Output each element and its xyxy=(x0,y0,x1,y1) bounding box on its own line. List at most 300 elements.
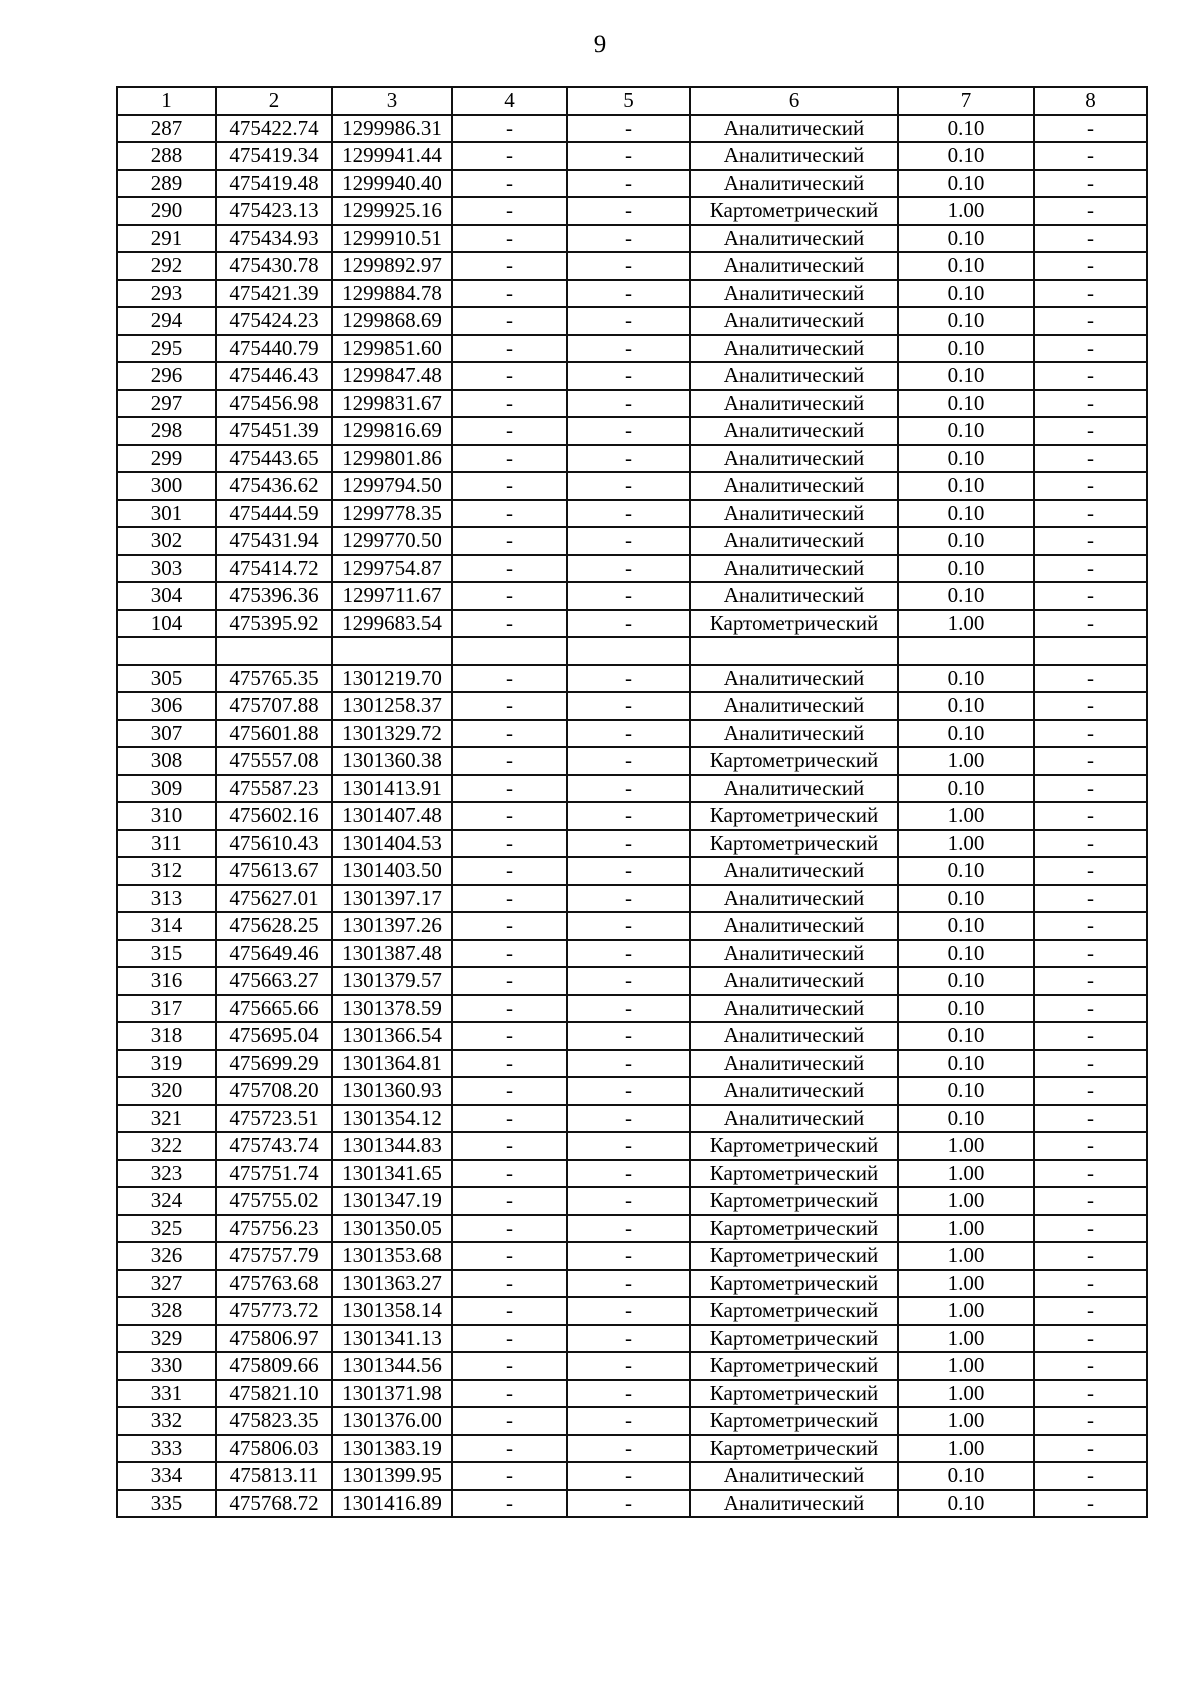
table-cell-col-1: 324 xyxy=(117,1187,216,1215)
table-cell-col-2: 475419.34 xyxy=(216,142,332,170)
table-cell-col-1: 327 xyxy=(117,1270,216,1298)
table-cell-col-6: Аналитический xyxy=(690,527,898,555)
table-cell-col-5: - xyxy=(567,1407,690,1435)
table-row xyxy=(117,362,1147,390)
table-cell-col-7: 0.10 xyxy=(898,555,1034,583)
table-cell-col-5: - xyxy=(567,1187,690,1215)
table-cell-col-2: 475743.74 xyxy=(216,1132,332,1160)
table-cell-col-2: 475665.66 xyxy=(216,995,332,1023)
table-cell-col-4: - xyxy=(452,445,567,473)
table-cell-col-3: 1301379.57 xyxy=(332,967,452,995)
table-cell-col-5: - xyxy=(567,802,690,830)
table-row xyxy=(117,747,1147,775)
table-cell-col-6: Аналитический xyxy=(690,775,898,803)
table-cell-col-8: - xyxy=(1034,1462,1147,1490)
table-row xyxy=(117,1132,1147,1160)
table-cell-col-3 xyxy=(332,637,452,665)
table-cell-col-5: - xyxy=(567,142,690,170)
table-cell-col-3: 1301366.54 xyxy=(332,1022,452,1050)
table-cell-col-2: 475756.23 xyxy=(216,1215,332,1243)
table-cell-col-1: 292 xyxy=(117,252,216,280)
table-row xyxy=(117,1270,1147,1298)
table-row xyxy=(117,885,1147,913)
table-cell-col-8: - xyxy=(1034,390,1147,418)
table-cell-col-2: 475723.51 xyxy=(216,1105,332,1133)
table-cell-col-3: 1301413.91 xyxy=(332,775,452,803)
table-row xyxy=(117,527,1147,555)
header-cell-col-3: 3 xyxy=(332,87,452,115)
table-cell-col-1: 294 xyxy=(117,307,216,335)
table-cell-col-2 xyxy=(216,637,332,665)
table-cell-col-4 xyxy=(452,637,567,665)
table-cell-col-6: Картометрический xyxy=(690,1435,898,1463)
table-cell-col-5: - xyxy=(567,1160,690,1188)
table-cell-col-5: - xyxy=(567,527,690,555)
table-cell-col-5: - xyxy=(567,747,690,775)
table-cell-col-7: 0.10 xyxy=(898,1077,1034,1105)
table-cell-col-2: 475434.93 xyxy=(216,225,332,253)
table-cell-col-3: 1301344.56 xyxy=(332,1352,452,1380)
table-cell-col-4: - xyxy=(452,417,567,445)
table-cell-col-5: - xyxy=(567,1105,690,1133)
table-cell-col-6: Аналитический xyxy=(690,1077,898,1105)
table-cell-col-6: Картометрический xyxy=(690,1380,898,1408)
table-cell-col-8: - xyxy=(1034,335,1147,363)
table-cell-col-3: 1299754.87 xyxy=(332,555,452,583)
table-row xyxy=(117,995,1147,1023)
table-cell-col-6: Картометрический xyxy=(690,1407,898,1435)
table-cell-col-8: - xyxy=(1034,720,1147,748)
table-cell-col-7: 1.00 xyxy=(898,1242,1034,1270)
table-row xyxy=(117,802,1147,830)
table-cell-col-6: Аналитический xyxy=(690,1105,898,1133)
table-cell-col-7: 0.10 xyxy=(898,417,1034,445)
table-cell-col-3: 1301347.19 xyxy=(332,1187,452,1215)
table-cell-col-6: Аналитический xyxy=(690,500,898,528)
table-cell-col-1: 307 xyxy=(117,720,216,748)
table-row xyxy=(117,1160,1147,1188)
table-cell-col-3: 1299925.16 xyxy=(332,197,452,225)
table-cell-col-4: - xyxy=(452,1407,567,1435)
table-cell-col-7: 0.10 xyxy=(898,1022,1034,1050)
table-cell-col-2: 475444.59 xyxy=(216,500,332,528)
table-row xyxy=(117,252,1147,280)
table-cell-col-8: - xyxy=(1034,582,1147,610)
table-row xyxy=(117,197,1147,225)
table-row xyxy=(117,857,1147,885)
table-cell-col-2: 475806.97 xyxy=(216,1325,332,1353)
table-cell-col-5: - xyxy=(567,1435,690,1463)
table-cell-col-5: - xyxy=(567,830,690,858)
table-cell-col-1: 289 xyxy=(117,170,216,198)
table-cell-col-5: - xyxy=(567,967,690,995)
table-cell-col-1: 312 xyxy=(117,857,216,885)
table-cell-col-7: 0.10 xyxy=(898,280,1034,308)
table-cell-col-5: - xyxy=(567,1132,690,1160)
table-cell-col-1: 290 xyxy=(117,197,216,225)
table-cell-col-7: 0.10 xyxy=(898,1050,1034,1078)
table-cell-col-7: 0.10 xyxy=(898,995,1034,1023)
table-cell-col-7: 1.00 xyxy=(898,1270,1034,1298)
table-cell-col-4: - xyxy=(452,170,567,198)
table-cell-col-5: - xyxy=(567,1297,690,1325)
table-cell-col-4: - xyxy=(452,692,567,720)
table-cell-col-6: Картометрический xyxy=(690,1325,898,1353)
table-cell-col-4: - xyxy=(452,1105,567,1133)
table-cell-col-5: - xyxy=(567,197,690,225)
table-row xyxy=(117,637,1147,665)
table-cell-col-8: - xyxy=(1034,692,1147,720)
table-cell-col-3: 1299816.69 xyxy=(332,417,452,445)
table-cell-col-6: Картометрический xyxy=(690,610,898,638)
table-cell-col-4: - xyxy=(452,1187,567,1215)
table-cell-col-4: - xyxy=(452,527,567,555)
table-cell-col-3: 1299778.35 xyxy=(332,500,452,528)
table-cell-col-5: - xyxy=(567,1380,690,1408)
table-cell-col-4: - xyxy=(452,1270,567,1298)
table-cell-col-7: 0.10 xyxy=(898,720,1034,748)
table-cell-col-1: 288 xyxy=(117,142,216,170)
table-cell-col-4: - xyxy=(452,1022,567,1050)
table-cell-col-2: 475610.43 xyxy=(216,830,332,858)
header-row xyxy=(117,87,1147,115)
table-cell-col-4: - xyxy=(452,1380,567,1408)
table-cell-col-8: - xyxy=(1034,857,1147,885)
table-cell-col-3: 1301341.13 xyxy=(332,1325,452,1353)
table-cell-col-8: - xyxy=(1034,362,1147,390)
table-cell-col-4: - xyxy=(452,1462,567,1490)
table-cell-col-1: 305 xyxy=(117,665,216,693)
table-cell-col-8: - xyxy=(1034,197,1147,225)
table-cell-col-6: Аналитический xyxy=(690,307,898,335)
table-cell-col-6: Аналитический xyxy=(690,1050,898,1078)
table-cell-col-6: Аналитический xyxy=(690,417,898,445)
table-cell-col-7: 1.00 xyxy=(898,197,1034,225)
table-cell-col-5 xyxy=(567,637,690,665)
table-cell-col-2: 475423.13 xyxy=(216,197,332,225)
table-cell-col-8: - xyxy=(1034,665,1147,693)
table-cell-col-1: 321 xyxy=(117,1105,216,1133)
table-cell-col-8: - xyxy=(1034,142,1147,170)
table-cell-col-4: - xyxy=(452,252,567,280)
table-cell-col-4: - xyxy=(452,390,567,418)
table-cell-col-1: 330 xyxy=(117,1352,216,1380)
table-cell-col-3: 1299801.86 xyxy=(332,445,452,473)
table-cell-col-7: 1.00 xyxy=(898,1407,1034,1435)
table-cell-col-2: 475414.72 xyxy=(216,555,332,583)
table-cell-col-2: 475649.46 xyxy=(216,940,332,968)
table-cell-col-4: - xyxy=(452,1160,567,1188)
table-cell-col-4: - xyxy=(452,1325,567,1353)
table-cell-col-6: Аналитический xyxy=(690,1462,898,1490)
table-cell-col-1: 309 xyxy=(117,775,216,803)
table-row xyxy=(117,472,1147,500)
table-cell-col-1: 295 xyxy=(117,335,216,363)
table-cell-col-1: 306 xyxy=(117,692,216,720)
table-cell-col-7: 1.00 xyxy=(898,1215,1034,1243)
table-cell-col-3: 1299770.50 xyxy=(332,527,452,555)
table-cell-col-5: - xyxy=(567,280,690,308)
table-cell-col-8: - xyxy=(1034,1490,1147,1518)
table-cell-col-7: 1.00 xyxy=(898,1297,1034,1325)
table-cell-col-2: 475627.01 xyxy=(216,885,332,913)
table-cell-col-3: 1301360.93 xyxy=(332,1077,452,1105)
table-cell-col-6: Аналитический xyxy=(690,1490,898,1518)
table-cell-col-2: 475436.62 xyxy=(216,472,332,500)
table-cell-col-4: - xyxy=(452,472,567,500)
table-cell-col-4: - xyxy=(452,967,567,995)
table-cell-col-6: Картометрический xyxy=(690,197,898,225)
table-cell-col-6: Картометрический xyxy=(690,830,898,858)
table-cell-col-4: - xyxy=(452,1435,567,1463)
table-cell-col-7: 0.10 xyxy=(898,252,1034,280)
table-cell-col-8: - xyxy=(1034,1380,1147,1408)
table-cell-col-5: - xyxy=(567,610,690,638)
table-cell-col-2: 475751.74 xyxy=(216,1160,332,1188)
table-cell-col-5: - xyxy=(567,170,690,198)
table-cell-col-8: - xyxy=(1034,1050,1147,1078)
table-cell-col-8: - xyxy=(1034,1160,1147,1188)
table-cell-col-8: - xyxy=(1034,1325,1147,1353)
table-cell-col-1: 332 xyxy=(117,1407,216,1435)
page-number: 9 xyxy=(593,31,607,58)
table-cell-col-1: 315 xyxy=(117,940,216,968)
table-cell-col-2: 475809.66 xyxy=(216,1352,332,1380)
table-cell-col-7: 1.00 xyxy=(898,830,1034,858)
table-cell-col-8: - xyxy=(1034,1352,1147,1380)
table-cell-col-7: 0.10 xyxy=(898,857,1034,885)
table-cell-col-8: - xyxy=(1034,885,1147,913)
table-row xyxy=(117,967,1147,995)
table-cell-col-2: 475708.20 xyxy=(216,1077,332,1105)
table-cell-col-7: 0.10 xyxy=(898,500,1034,528)
table-cell-col-3: 1301344.83 xyxy=(332,1132,452,1160)
table-cell-col-1: 304 xyxy=(117,582,216,610)
table-cell-col-4: - xyxy=(452,335,567,363)
table-cell-col-3: 1301363.27 xyxy=(332,1270,452,1298)
table-cell-col-7: 1.00 xyxy=(898,1435,1034,1463)
table-cell-col-8: - xyxy=(1034,115,1147,143)
table-cell-col-7: 0.10 xyxy=(898,1490,1034,1518)
table-row xyxy=(117,307,1147,335)
table-cell-col-3: 1301378.59 xyxy=(332,995,452,1023)
table-cell-col-4: - xyxy=(452,857,567,885)
table-cell-col-1: 310 xyxy=(117,802,216,830)
table-row xyxy=(117,280,1147,308)
table-cell-col-6: Картометрический xyxy=(690,1215,898,1243)
table-cell-col-7: 1.00 xyxy=(898,1160,1034,1188)
table-cell-col-4: - xyxy=(452,1050,567,1078)
table-cell-col-4: - xyxy=(452,555,567,583)
table-cell-col-6: Аналитический xyxy=(690,555,898,583)
table-row xyxy=(117,390,1147,418)
table-cell-col-7: 0.10 xyxy=(898,1105,1034,1133)
table-cell-col-3: 1301371.98 xyxy=(332,1380,452,1408)
table-cell-col-7: 0.10 xyxy=(898,967,1034,995)
table-cell-col-2: 475768.72 xyxy=(216,1490,332,1518)
table-cell-col-1: 319 xyxy=(117,1050,216,1078)
table-cell-col-3: 1301399.95 xyxy=(332,1462,452,1490)
table-cell-col-5: - xyxy=(567,1490,690,1518)
table-cell-col-2: 475821.10 xyxy=(216,1380,332,1408)
table-cell-col-5: - xyxy=(567,1352,690,1380)
table-header xyxy=(117,87,1147,115)
table-cell-col-2: 475755.02 xyxy=(216,1187,332,1215)
table-cell-col-2: 475663.27 xyxy=(216,967,332,995)
table-cell-col-6: Аналитический xyxy=(690,170,898,198)
table-cell-col-6: Аналитический xyxy=(690,995,898,1023)
table-cell-col-7: 0.10 xyxy=(898,940,1034,968)
table-cell-col-3: 1301341.65 xyxy=(332,1160,452,1188)
table-cell-col-6: Аналитический xyxy=(690,225,898,253)
table-cell-col-5: - xyxy=(567,1242,690,1270)
table-cell-col-6: Картометрический xyxy=(690,747,898,775)
table-cell-col-4: - xyxy=(452,802,567,830)
table-row xyxy=(117,610,1147,638)
table-cell-col-6: Аналитический xyxy=(690,142,898,170)
table-cell-col-7: 0.10 xyxy=(898,390,1034,418)
table-cell-col-7: 0.10 xyxy=(898,665,1034,693)
table-cell-col-6: Аналитический xyxy=(690,940,898,968)
table-cell-col-4: - xyxy=(452,775,567,803)
table-cell-col-8: - xyxy=(1034,967,1147,995)
table-cell-col-4: - xyxy=(452,885,567,913)
table-cell-col-7: 0.10 xyxy=(898,170,1034,198)
table-cell-col-5: - xyxy=(567,720,690,748)
table-row xyxy=(117,582,1147,610)
table-cell-col-8: - xyxy=(1034,1407,1147,1435)
table-cell-col-6: Аналитический xyxy=(690,472,898,500)
table-cell-col-3: 1301383.19 xyxy=(332,1435,452,1463)
table-cell-col-7: 0.10 xyxy=(898,775,1034,803)
table-cell-col-7: 1.00 xyxy=(898,747,1034,775)
table-cell-col-3: 1299910.51 xyxy=(332,225,452,253)
table-row xyxy=(117,912,1147,940)
table-row xyxy=(117,1352,1147,1380)
table-cell-col-1: 313 xyxy=(117,885,216,913)
table-cell-col-3: 1299940.40 xyxy=(332,170,452,198)
table-cell-col-1: 316 xyxy=(117,967,216,995)
table-row xyxy=(117,1462,1147,1490)
table-cell-col-2: 475557.08 xyxy=(216,747,332,775)
table-body xyxy=(117,115,1147,1518)
table-cell-col-6: Аналитический xyxy=(690,967,898,995)
table-cell-col-6: Картометрический xyxy=(690,1160,898,1188)
table-cell-col-1: 297 xyxy=(117,390,216,418)
table-cell-col-7: 0.10 xyxy=(898,142,1034,170)
table-cell-col-5: - xyxy=(567,417,690,445)
table-cell-col-7: 0.10 xyxy=(898,445,1034,473)
table-cell-col-3: 1299851.60 xyxy=(332,335,452,363)
table-cell-col-5: - xyxy=(567,335,690,363)
table-cell-col-2: 475757.79 xyxy=(216,1242,332,1270)
table-cell-col-5: - xyxy=(567,1270,690,1298)
table-cell-col-1: 322 xyxy=(117,1132,216,1160)
table-cell-col-4: - xyxy=(452,1132,567,1160)
table-cell-col-3: 1301416.89 xyxy=(332,1490,452,1518)
table-cell-col-6: Аналитический xyxy=(690,582,898,610)
table-cell-col-2: 475707.88 xyxy=(216,692,332,720)
table-cell-col-1: 293 xyxy=(117,280,216,308)
table-cell-col-6: Аналитический xyxy=(690,280,898,308)
table-cell-col-5: - xyxy=(567,307,690,335)
table-cell-col-7: 0.10 xyxy=(898,362,1034,390)
table-row xyxy=(117,665,1147,693)
table-row xyxy=(117,115,1147,143)
table-cell-col-5: - xyxy=(567,995,690,1023)
table-cell-col-5: - xyxy=(567,912,690,940)
table-cell-col-4: - xyxy=(452,1077,567,1105)
table-cell-col-1: 308 xyxy=(117,747,216,775)
table-cell-col-3: 1299831.67 xyxy=(332,390,452,418)
table-cell-col-3: 1299892.97 xyxy=(332,252,452,280)
table-cell-col-1: 318 xyxy=(117,1022,216,1050)
table-cell-col-6: Аналитический xyxy=(690,390,898,418)
table-row xyxy=(117,720,1147,748)
table-cell-col-7: 1.00 xyxy=(898,1352,1034,1380)
table-cell-col-4: - xyxy=(452,995,567,1023)
table-cell-col-2: 475421.39 xyxy=(216,280,332,308)
table-cell-col-2: 475763.68 xyxy=(216,1270,332,1298)
table-cell-col-8: - xyxy=(1034,170,1147,198)
table-cell-col-7: 0.10 xyxy=(898,692,1034,720)
table-cell-col-5: - xyxy=(567,555,690,583)
table-cell-col-5: - xyxy=(567,500,690,528)
table-cell-col-3: 1301397.17 xyxy=(332,885,452,913)
table-cell-col-6 xyxy=(690,637,898,665)
table-cell-col-2: 475419.48 xyxy=(216,170,332,198)
table-cell-col-2: 475451.39 xyxy=(216,417,332,445)
table-cell-col-8 xyxy=(1034,637,1147,665)
table-cell-col-7: 0.10 xyxy=(898,335,1034,363)
table-cell-col-3: 1301387.48 xyxy=(332,940,452,968)
table-cell-col-4: - xyxy=(452,307,567,335)
table-cell-col-4: - xyxy=(452,1297,567,1325)
table-row xyxy=(117,1187,1147,1215)
table-cell-col-5: - xyxy=(567,665,690,693)
table-cell-col-8: - xyxy=(1034,1022,1147,1050)
table-cell-col-6: Картометрический xyxy=(690,1270,898,1298)
table-cell-col-1: 291 xyxy=(117,225,216,253)
table-cell-col-6: Картометрический xyxy=(690,1297,898,1325)
table-cell-col-8: - xyxy=(1034,1215,1147,1243)
table-cell-col-2: 475422.74 xyxy=(216,115,332,143)
table-cell-col-8: - xyxy=(1034,775,1147,803)
table-cell-col-8: - xyxy=(1034,280,1147,308)
table-row xyxy=(117,1215,1147,1243)
table-cell-col-5: - xyxy=(567,1325,690,1353)
table-cell-col-2: 475587.23 xyxy=(216,775,332,803)
table-cell-col-1: 326 xyxy=(117,1242,216,1270)
table-cell-col-7: 1.00 xyxy=(898,802,1034,830)
table-cell-col-2: 475601.88 xyxy=(216,720,332,748)
table-cell-col-3: 1301397.26 xyxy=(332,912,452,940)
table-cell-col-8: - xyxy=(1034,417,1147,445)
table-cell-col-4: - xyxy=(452,362,567,390)
table-cell-col-8: - xyxy=(1034,225,1147,253)
table-cell-col-3: 1299711.67 xyxy=(332,582,452,610)
table-cell-col-3: 1301364.81 xyxy=(332,1050,452,1078)
table-cell-col-1: 329 xyxy=(117,1325,216,1353)
table-cell-col-6: Картометрический xyxy=(690,1242,898,1270)
table-cell-col-7: 1.00 xyxy=(898,1325,1034,1353)
table-cell-col-1: 298 xyxy=(117,417,216,445)
table-cell-col-5: - xyxy=(567,472,690,500)
table-cell-col-5: - xyxy=(567,885,690,913)
table-cell-col-7: 0.10 xyxy=(898,912,1034,940)
table-cell-col-3: 1301404.53 xyxy=(332,830,452,858)
table-row xyxy=(117,335,1147,363)
